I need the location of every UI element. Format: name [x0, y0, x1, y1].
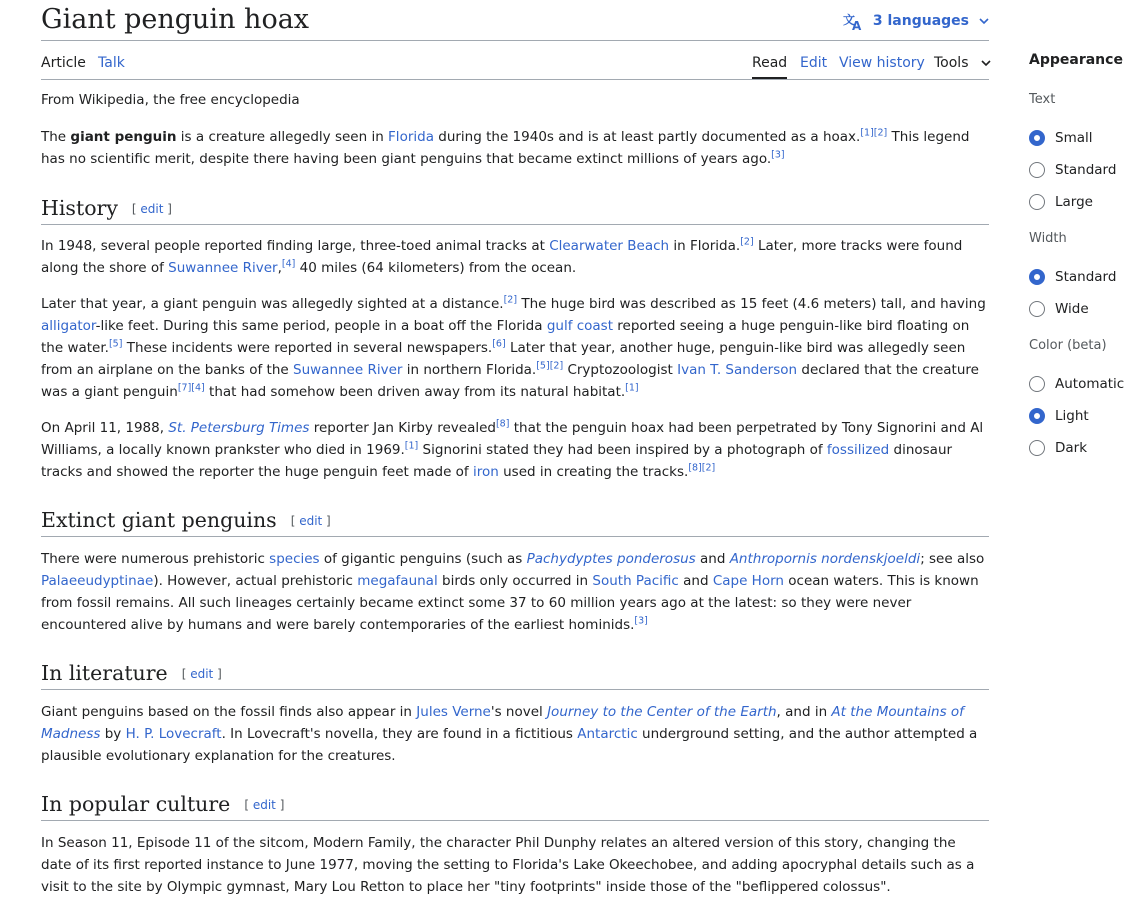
ref-2[interactable]: [2] [701, 462, 716, 474]
option-label: Large [1055, 194, 1093, 210]
option-label: Dark [1055, 440, 1088, 456]
radio[interactable] [1029, 301, 1045, 317]
tagline: From Wikipedia, the free encyclopedia [41, 92, 300, 108]
ref-8[interactable]: [8] [495, 418, 510, 430]
radio-selected[interactable] [1029, 408, 1045, 424]
main-content [41, 0, 989, 895]
ref-4[interactable]: [4] [191, 382, 205, 394]
link-megafaunal[interactable]: megafaunal [357, 573, 438, 589]
radio-selected[interactable] [1029, 269, 1045, 285]
link-species[interactable]: species [269, 551, 320, 567]
color-label: Color (beta) [1029, 338, 1107, 353]
color-light-option[interactable] [1029, 405, 1089, 427]
heading-in-popular-culture: In popular culture [ edit ] [41, 790, 989, 821]
ref-5[interactable]: [5] [108, 338, 123, 350]
width-wide-option[interactable] [1029, 298, 1089, 320]
heading-extinct-giant-penguins: Extinct giant penguins [ edit ] [41, 506, 989, 537]
ref-1[interactable]: [1] [625, 382, 639, 394]
tab-edit[interactable]: Edit [800, 55, 828, 71]
ref-3[interactable]: [3] [771, 149, 785, 161]
popular-culture-paragraph: In Season 11, Episode 11 of the sitcom, Modern Family, the character Phil Dunphy relates an altered version of this story, changing the date of its first reported instance to June 1977, moving the setting to Florida's Lake Okeechobee, and adding apocryphal details such as a visit to the site by Olympic gymnast, Mary Lou Retton to place her "tiny footprints" inside those of the "beflippered colossus". [41, 835, 975, 895]
ref-1[interactable]: [1] [860, 127, 874, 139]
edit-section-link[interactable]: [ edit ] [131, 202, 172, 216]
tools-label: Tools [934, 55, 969, 71]
link-ivan-sanderson[interactable]: Ivan T. Sanderson [677, 362, 798, 378]
ref-1[interactable]: [1] [404, 440, 419, 452]
history-paragraph-2: Later that year, a giant penguin was allegedly sighted at a distance.[2] The huge bird was described as 15 feet (4.6 meters) tall, and having alligator-like feet. During this same period, people in a boat off the Florida gulf coast reported seeing a huge penguin-like bird floating on the water.[5] These incidents were reported in several newspapers.[6] Later that year, another huge, penguin-like bird was allegedly seen from an airplane on the banks of the Suwannee River in northern Florida.[5][2] Cryptozoologist Ivan T. Sanderson declared that the creature was a giant penguin[7][4] that had somehow been driven away from its natural habitat.[1] [41, 294, 986, 400]
radio[interactable] [1029, 162, 1045, 178]
radio-selected[interactable] [1029, 130, 1045, 146]
radio[interactable] [1029, 376, 1045, 392]
width-label: Width [1029, 231, 1067, 246]
extinct-paragraph: There were numerous prehistoric species of gigantic penguins (such as Pachydyptes ponderosus and Anthropornis nordenskjoeldi; see also Palaeeudyptinae). However, actual prehistoric megafaunal birds only occurred in South Pacific and Cape Horn ocean waters. This is known from fossil remains. All such lineages certainly became extinct some 37 to 60 million years ago at the latest: so they were never encountered alive by humans and were barely contemporaries of the earliest hominids.[3] [41, 551, 985, 633]
option-label: Light [1055, 408, 1089, 424]
option-label: Small [1055, 130, 1093, 146]
language-button[interactable] [843, 9, 989, 33]
text-size-label: Text [1029, 92, 1056, 107]
option-label: Wide [1055, 301, 1089, 317]
appearance-title: Appearance [1029, 52, 1123, 68]
intro-paragraph: The giant penguin is a creature allegedly seen in Florida during the 1940s and is at least partly documented as a hoax.[1][2] This legend has no scientific merit, despite there having been giant penguins that became extinct millions of years ago.[3] [41, 127, 970, 167]
literature-paragraph: Giant penguins based on the fossil finds also appear in Jules Verne's novel Journey to the Center of the Earth, and in At the Mountains of Madness by H. P. Lovecraft. In Lovecraft's novella, they are found in a fictitious Antarctic underground setting, and the author attempted a plausible evolutionary explanation for the creatures. [41, 704, 978, 764]
ref-3[interactable]: [3] [634, 615, 648, 627]
link-fossilized[interactable]: fossilized [826, 442, 890, 458]
ref-6[interactable]: [6] [492, 338, 506, 350]
heading-in-literature: In literature [ edit ] [41, 659, 989, 690]
edit-section-link[interactable]: [ edit ] [244, 798, 285, 812]
svg-text:文: 文 [842, 13, 855, 27]
svg-text:A: A [851, 19, 862, 33]
link-journey-center-earth[interactable]: Journey to the Center of the Earth [547, 704, 777, 720]
link-suwannee-river[interactable]: Suwannee River [293, 362, 403, 378]
ref-4[interactable]: [4] [281, 258, 296, 270]
option-label: Automatic [1055, 376, 1124, 392]
color-dark-option[interactable] [1029, 437, 1087, 459]
page-tabs [41, 41, 989, 80]
link-palaeeudyptinae[interactable]: Palaeeudyptinae [41, 573, 154, 589]
link-cape-horn[interactable]: Cape Horn [712, 573, 784, 589]
ref-2[interactable]: [2] [740, 236, 754, 248]
text-size-small-option[interactable] [1029, 127, 1093, 149]
ref-5[interactable]: [5] [536, 360, 550, 372]
link-iron[interactable]: iron [472, 464, 499, 480]
radio[interactable] [1029, 194, 1045, 210]
option-label: Standard [1055, 269, 1117, 285]
link-antarctic[interactable]: Antarctic [577, 726, 638, 742]
tab-view-history[interactable]: View history [839, 55, 925, 71]
link-clearwater-beach[interactable]: Clearwater Beach [549, 238, 670, 254]
width-standard-option[interactable] [1029, 266, 1116, 288]
tab-talk[interactable]: Talk [98, 55, 125, 71]
chevron-down-icon [981, 58, 991, 68]
option-label: Standard [1055, 162, 1117, 178]
ref-2[interactable]: [2] [503, 294, 518, 306]
language-icon [843, 11, 863, 31]
link-mountains-of-madness[interactable]: At the Mountains of Madness [41, 704, 964, 742]
title-bar [41, 0, 989, 41]
link-pachydyptes[interactable]: Pachydyptes ponderosus [526, 551, 696, 567]
edit-section-link[interactable]: [ edit ] [181, 667, 222, 681]
link-south-pacific[interactable]: South Pacific [592, 573, 679, 589]
link-anthropornis[interactable]: Anthropornis nordenskjoeldi [729, 551, 921, 567]
link-suwannee-river[interactable]: Suwannee River [168, 260, 278, 276]
link-alligator[interactable]: alligator [41, 318, 96, 334]
history-paragraph-1: In 1948, several people reported finding large, three-toed animal tracks at Clearwater Beach in Florida.[2] Later, more tracks were found along the shore of Suwannee River,[4] 40 miles (64 kilometers) from the ocean. [41, 236, 963, 276]
link-gulf-coast[interactable]: gulf coast [546, 318, 614, 334]
ref-2[interactable]: [2] [873, 127, 888, 139]
chevron-down-icon [979, 16, 989, 26]
ref-7[interactable]: [7] [177, 382, 192, 394]
link-st-petersburg-times[interactable]: St. Petersburg Times [168, 420, 310, 436]
link-jules-verne[interactable]: Jules Verne [416, 704, 491, 720]
text-size-large-option[interactable] [1029, 191, 1093, 213]
history-paragraph-3: On April 11, 1988, St. Petersburg Times reporter Jan Kirby revealed[8] that the penguin hoax had been perpetrated by Tony Signorini and Al Williams, a locally known prankster who died in 1969.[1] Signorini stated they had been inspired by a photograph of fossilized dinosaur tracks and showed the reporter the huge penguin feet made of iron used in creating the tracks.[8][2] [41, 418, 984, 480]
ref-2[interactable]: [2] [549, 360, 564, 372]
link-lovecraft[interactable]: H. P. Lovecraft [125, 726, 222, 742]
heading-history: History [ edit ] [41, 194, 989, 225]
ref-8[interactable]: [8] [688, 462, 702, 474]
radio[interactable] [1029, 440, 1045, 456]
color-automatic-option[interactable] [1029, 373, 1124, 395]
link-florida[interactable]: Florida [388, 129, 434, 145]
tools-menu[interactable] [934, 54, 991, 72]
page-title: Giant penguin hoax [41, 4, 310, 35]
appearance-panel [1029, 0, 1124, 911]
language-label: 3 languages [872, 13, 969, 29]
tab-read[interactable]: Read [752, 55, 788, 71]
tab-article[interactable]: Article [41, 55, 86, 71]
text-size-standard-option[interactable] [1029, 159, 1116, 181]
edit-section-link[interactable]: [ edit ] [290, 514, 331, 528]
